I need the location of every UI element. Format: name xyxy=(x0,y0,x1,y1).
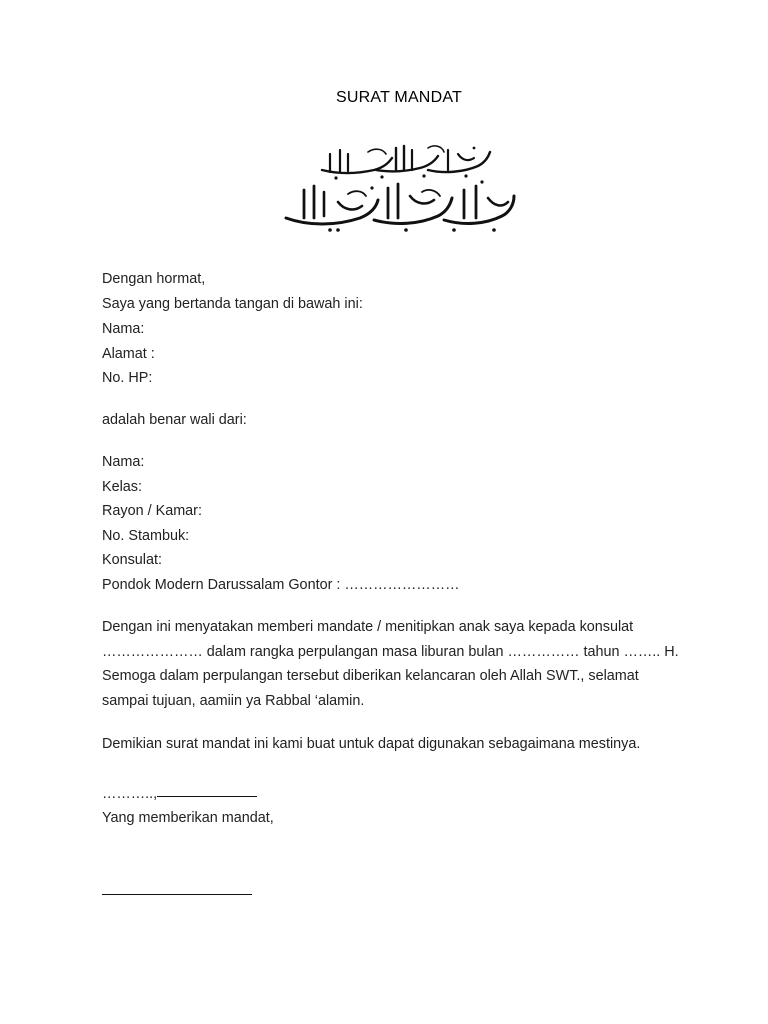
guardian-statement: adalah benar wali dari: xyxy=(102,412,247,428)
document-title: SURAT MANDAT xyxy=(336,89,462,106)
mandate-paragraph-line-2: ………………… dalam rangka perpulangan masa liburan bulan …………… tahun …….. H. xyxy=(102,644,679,660)
signature-line xyxy=(102,894,252,895)
closing-statement: Demikian surat mandat ini kami buat untuk dapat digunakan sebagaimana mestinya. xyxy=(102,736,641,752)
student-class-label: Kelas: xyxy=(102,479,142,495)
mandate-paragraph-line-3: Semoga dalam perpulangan tersebut diberikan kelancaran oleh Allah SWT., selamat xyxy=(102,668,639,684)
student-konsulat-label: Konsulat: xyxy=(102,552,163,568)
mandate-paragraph-line-1: Dengan ini menyatakan memberi mandate / menitipkan anak saya kepada konsulat xyxy=(102,619,634,635)
student-rayon-label: Rayon / Kamar: xyxy=(102,503,202,519)
signatory-label: Yang memberikan mandat, xyxy=(102,810,274,826)
greeting-text: Dengan hormat, xyxy=(102,271,206,287)
parent-phone-label: No. HP: xyxy=(102,370,153,386)
student-pondok-label: Pondok Modern Darussalam Gontor : …………………… xyxy=(102,577,460,593)
arabic-calligraphy-icon xyxy=(278,140,522,236)
mandate-paragraph-line-4: sampai tujuan, aamiin ya Rabbal ‘alamin. xyxy=(102,693,365,709)
date-underline xyxy=(157,796,257,797)
place-date-text: ……….., xyxy=(102,786,158,802)
parent-name-label: Nama: xyxy=(102,321,145,337)
intro-text: Saya yang bertanda tangan di bawah ini: xyxy=(102,296,363,312)
student-name-label: Nama: xyxy=(102,454,145,470)
parent-address-label: Alamat : xyxy=(102,346,155,362)
student-stambuk-label: No. Stambuk: xyxy=(102,528,190,544)
